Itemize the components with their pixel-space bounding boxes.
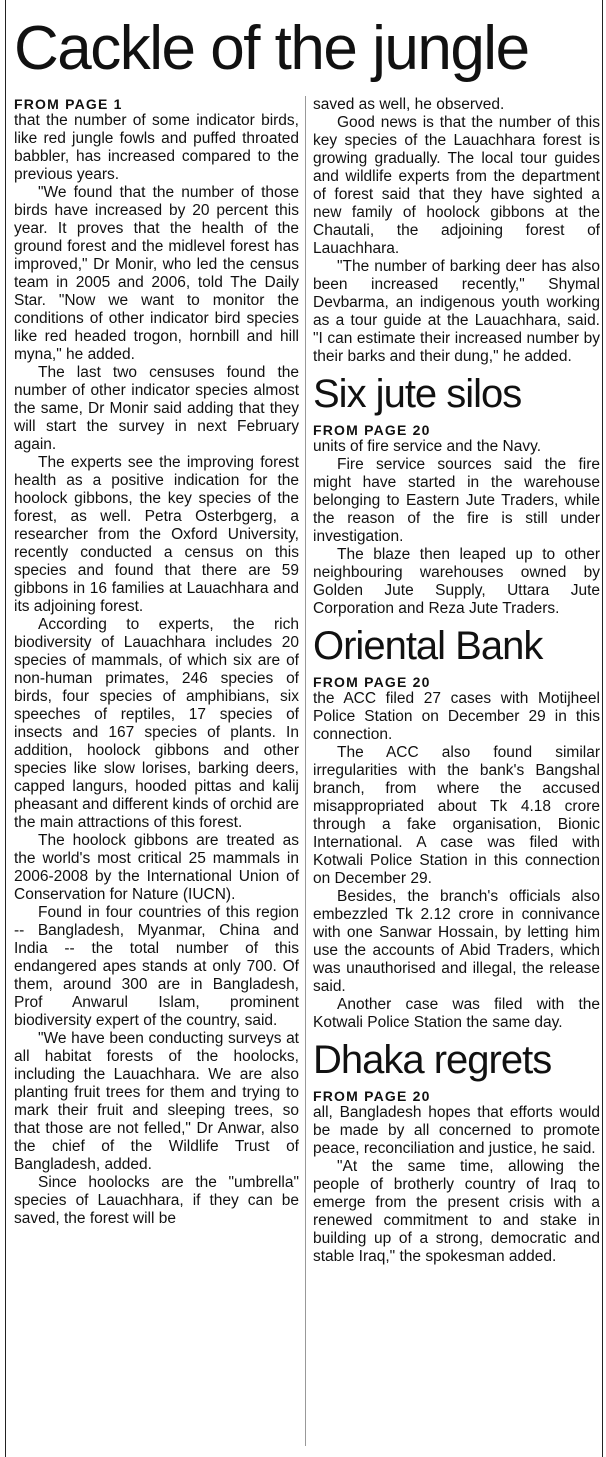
cackle-paragraph: According to experts, the rich biodiversity of Lauachhara includes 20 species of mammals, of which six are of non-human primates, 246 species of birds, four species of amphibians, six speeches of reptiles, 17 species of insects and 167 species of plants. In addition, hoolock gibbons and other species like slow lorises, barking deers, capped langurs, hooded pittas and kalij pheasant and different kinds of orchid are the main attractions of this forest. xyxy=(14,616,299,831)
dhaka-headline: Dhaka regrets xyxy=(313,1038,552,1082)
cackle-paragraph: Good news is that the number of this key species of the Lauachhara forest is growing gradually. The local tour guides and wildlife experts from the department of forest said that they have sighted a new family of hoolock gibbons at the Chautali, the adjoining forest of Lauachhara. xyxy=(313,114,600,257)
dhaka-paragraph: "At the same time, allowing the people of brotherly country of Iraq to emerge from the present crisis with a renewed commitment to and stake in building up of a strong, democratic and stable Iraq," the spokesman added. xyxy=(313,1158,600,1265)
jute-headline: Six jute silos xyxy=(313,372,522,416)
bank-paragraph: Another case was filed with the Kotwali Police Station the same day. xyxy=(313,996,600,1031)
bank-headline: Oriental Bank xyxy=(313,624,543,668)
cackle-paragraph: that the number of some indicator birds, like red jungle fowls and puffed throated babbler, has increased compared to the previous years. xyxy=(14,112,299,183)
bank-paragraph: Besides, the branch's officials also embezzled Tk 2.12 crore in connivance with one Sanwar Hossain, by letting him use the accounts of Abid Traders, which was unauthorised and illegal, the release said. xyxy=(313,888,600,995)
bank-dateline: FROM PAGE 20 xyxy=(313,674,431,690)
jute-paragraph: Fire service sources said the fire might have started in the warehouse belonging to Eastern Jute Traders, while the reason of the fire is still under investigation. xyxy=(313,456,600,545)
jute-paragraph: The blaze then leaped up to other neighbouring warehouses owned by Golden Jute Supply, Uttara Jute Corporation and Reza Jute Traders. xyxy=(313,546,600,617)
cackle-paragraph: "We found that the number of those birds have increased by 20 percent this year. It proves that the health of the ground forest and the midlevel forest has improved," Dr Monir, who led the census team in 2005 and 2006, told The Daily Star. "Now we want to monitor the conditions of other indicator bird species like red headed trogon, hornbill and hill myna," he added. xyxy=(14,184,299,363)
cackle-paragraph: "We have been conducting surveys at all habitat forests of the hoolocks, including the Lauachhara. We are also planting fruit trees for them and trying to mark their fruit and sleeping trees, so that those are not felled," Dr Anwar, also the chief of the Wildlife Trust of Bangladesh, added. xyxy=(14,1030,299,1173)
jute-dateline: FROM PAGE 20 xyxy=(313,422,431,438)
cackle-paragraph: "The number of barking deer has also been increased recently," Shymal Devbarma, an indigenous youth working as a tour guide at the Lauachhara, said. "I can estimate their increased number by their barks and their dung," he added. xyxy=(313,258,600,365)
frame-left-rule xyxy=(5,0,6,1457)
cackle-dateline: FROM PAGE 1 xyxy=(14,96,123,112)
frame-right-rule xyxy=(602,0,603,1457)
cackle-paragraph: The experts see the improving forest health as a positive indication for the hoolock gibbons, the key species of the forest, as well. Petra Osterbgerg, a researcher from the Oxford University, recently conducted a census on this species and found that there are 59 gibbons in 16 families at Lauachhara and its adjoining forest. xyxy=(14,454,299,615)
cackle-paragraph: The last two censuses found the number of other indicator species almost the same, Dr Monir said adding that they will start the survey in next February again. xyxy=(14,364,299,453)
cackle-paragraph: Found in four countries of this region -- Bangladesh, Myanmar, China and India -- the total number of this endangered apes stands at only 700. Of them, around 300 are in Bangladesh, Prof Anwarul Islam, prominent biodiversity expert of the country, said. xyxy=(14,904,299,1029)
dhaka-dateline: FROM PAGE 20 xyxy=(313,1088,431,1104)
dhaka-paragraph: all, Bangladesh hopes that efforts would be made by all concerned to promote peace, reconciliation and justice, he said. xyxy=(313,1104,600,1157)
jute-paragraph: units of fire service and the Navy. xyxy=(313,438,542,455)
cackle-paragraph: The hoolock gibbons are treated as the world's most critical 25 mammals in 2006-2008 by the International Union of Conservation for Nature (IUCN). xyxy=(14,832,299,903)
cackle-paragraph: Since hoolocks are the "umbrella" species of Lauachhara, if they can be saved, the forest will be xyxy=(14,1174,299,1227)
right-column xyxy=(313,96,600,1266)
cackle-paragraph: saved as well, he observed. xyxy=(313,96,505,113)
left-column xyxy=(14,96,299,1228)
bank-paragraph: the ACC filed 27 cases with Motijheel Police Station on December 29 in this connection. xyxy=(313,690,600,743)
bank-paragraph: The ACC also found similar irregularities with the bank's Bangshal branch, from where the accused misappropriated about Tk 4.18 crore through a fake organisation, Bionic International. A case was filed with Kotwali Police Station in this connection on December 29. xyxy=(313,744,600,887)
column-divider xyxy=(305,96,306,1446)
page-title: Cackle of the jungle xyxy=(14,14,529,83)
